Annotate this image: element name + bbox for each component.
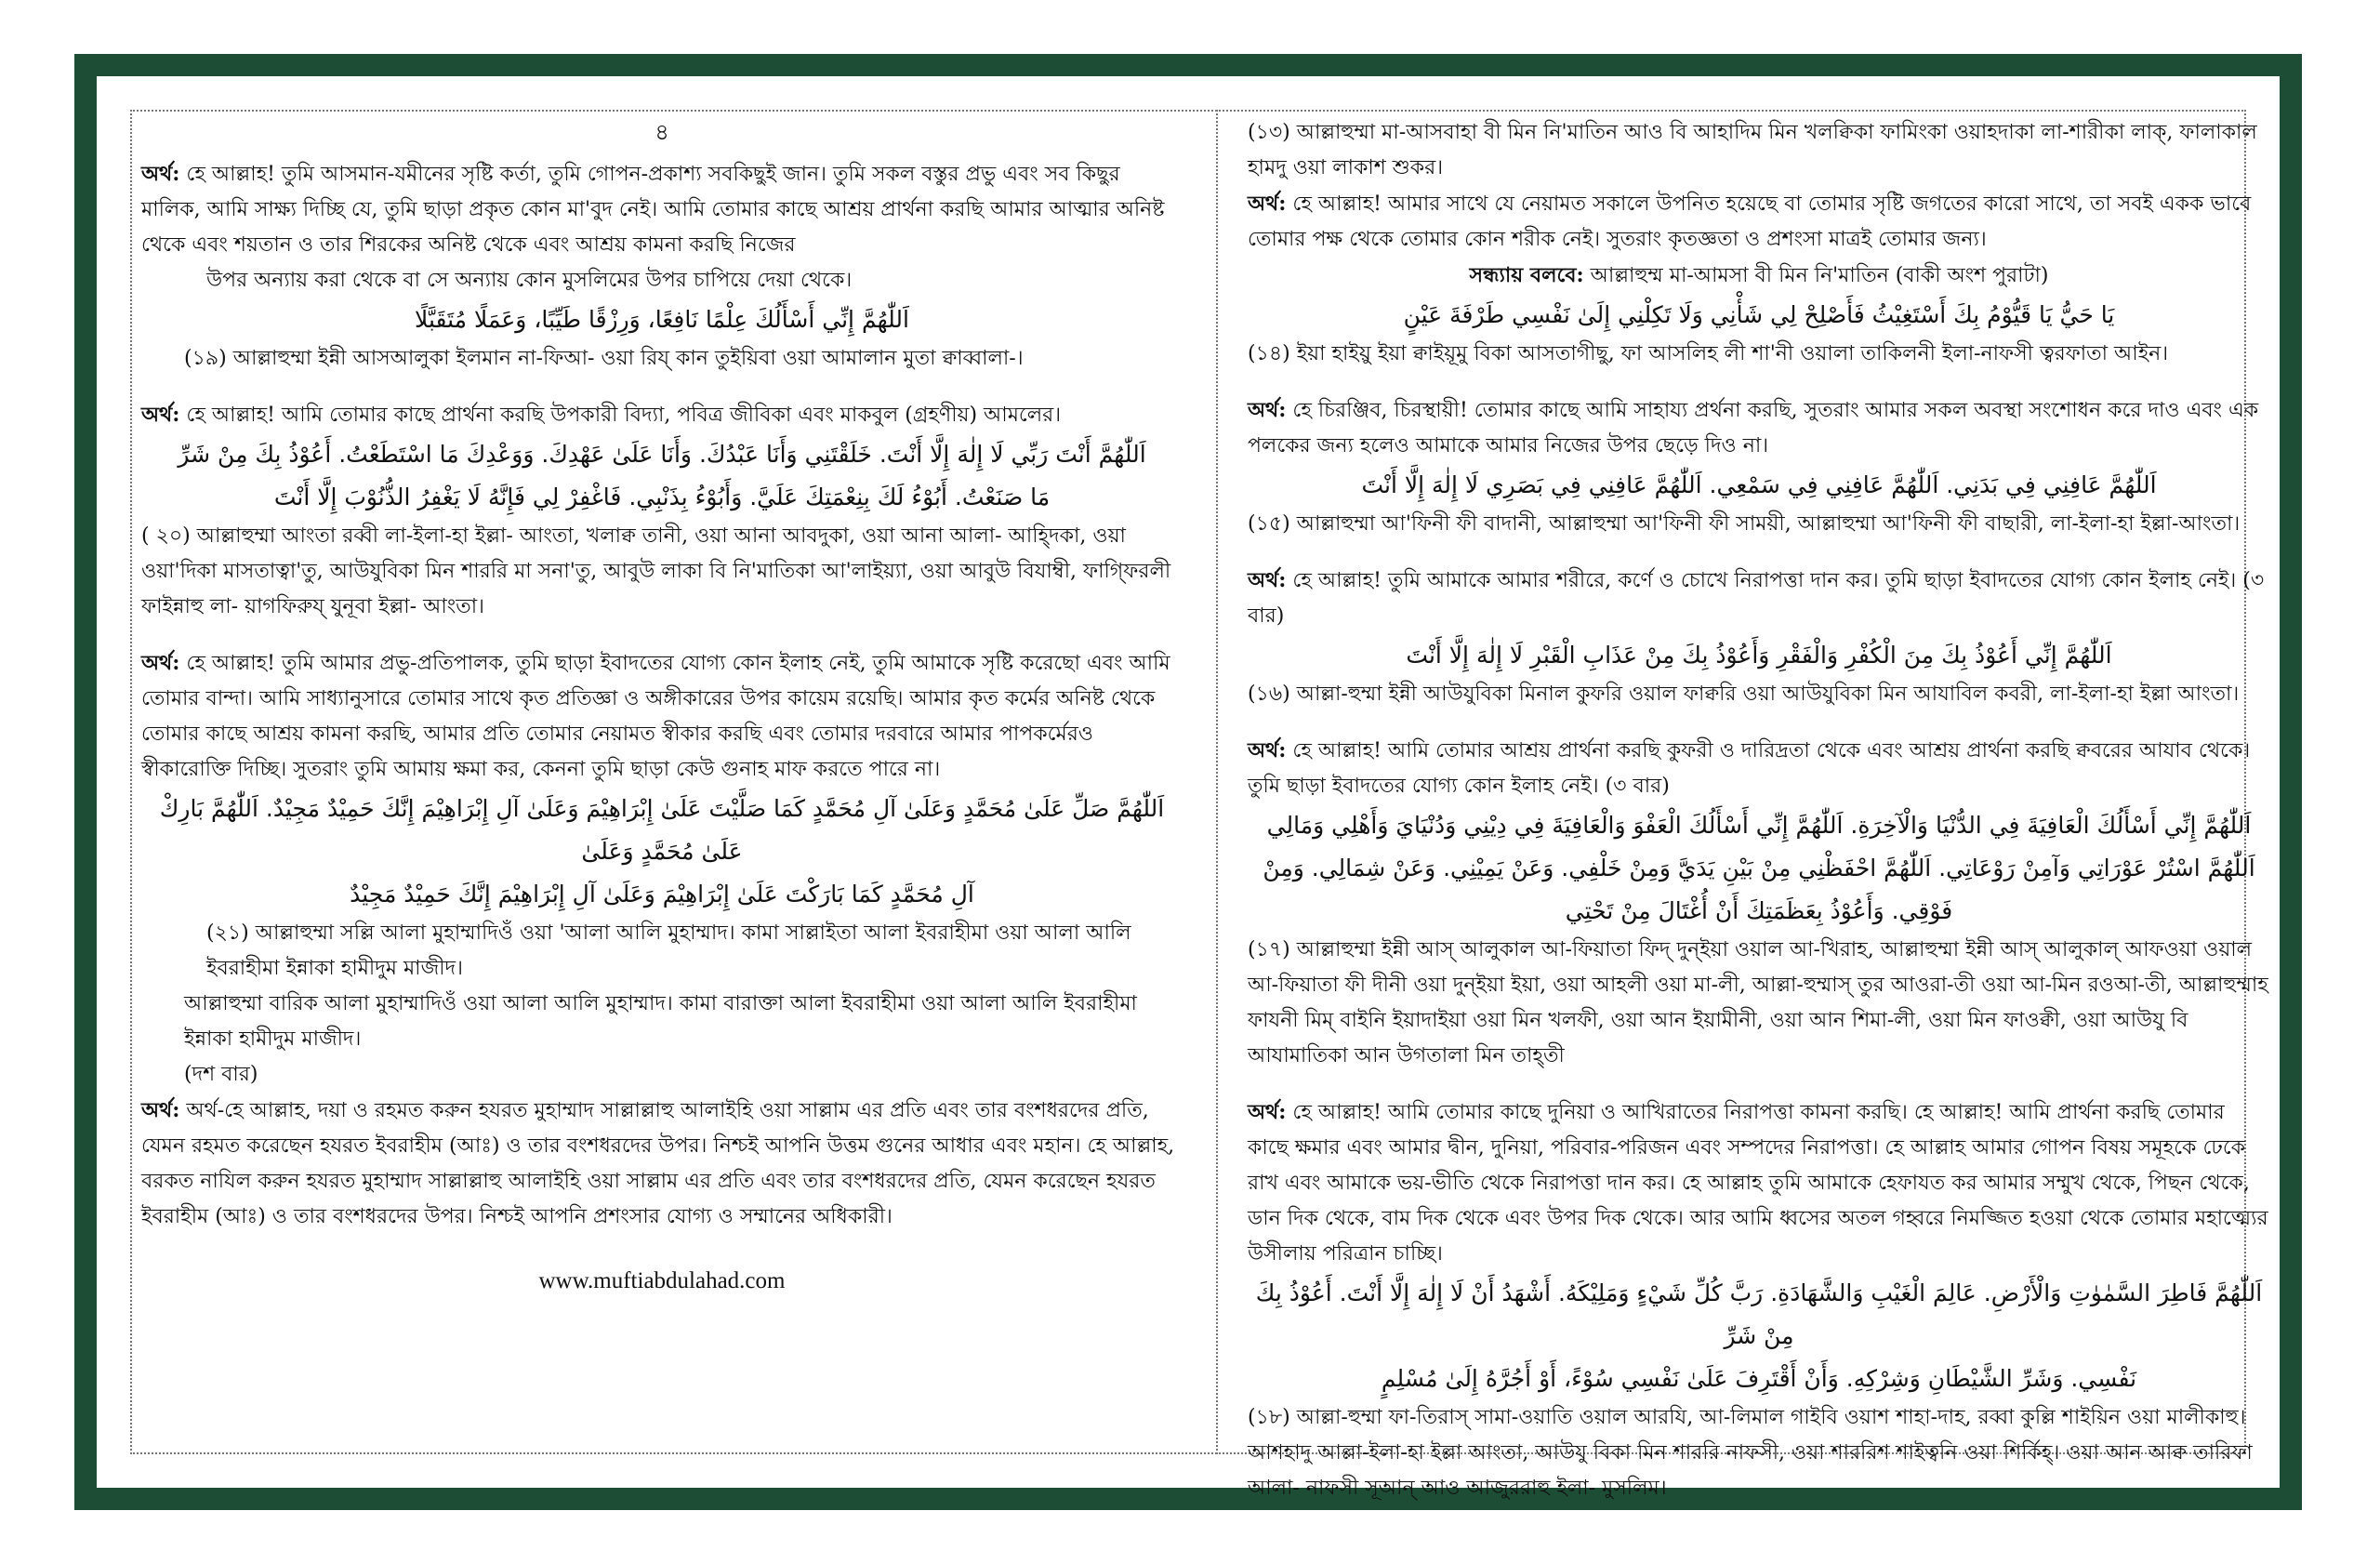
paragraph-text: হে আল্লাহ! আমার সাথে যে নেয়ামত সকালে উপনিত হয়েছে বা তোমার সৃষ্টি জগতের কারো সাথে, তা সবই একক ভাবে তোমার পক্ষ থেকে তোমার কোন শরীক নেই। সুতরাং কৃতজ্ঞতা ও প্রশংসা মাত্রই তোমার জন্য।	[1248, 192, 2252, 251]
arabic-dua: نَفْسِي. وَشَرِّ الشَّيْطَانِ وَشِرْكِهِ. وَأَنْ أَقْتَرِفَ عَلَىٰ نَفْسِي سُوْءً، أَوْ أَجُرَّهُ إِلَىٰ مُسْلِمٍ	[1381, 1365, 2137, 1392]
transliteration-paragraph: (দশ বার)	[184, 1063, 258, 1086]
transliteration-paragraph: (১৭) আল্লাহুম্মা ইন্নী আস্ আলুকাল আ-ফিয়াতা ফিদ্ দুন্ইয়া ওয়াল আ-খিরাহ, আল্লাহুম্মা ইন্নী আস্ আলুকাল্ আফওয়া ওয়াল আ-ফিয়াতা ফী দীনী ওয়া দুন্ইয়া ইয়া, ওয়া আহলী ওয়া মা-লী, আল্লা-হুম্মাস্ তুর আওরা-তী ওয়া আ-মিন রওআ-তী, আল্লাহুম্মাহ ফাযনী মিম্ বাইনি ইয়াদাইয়া ওয়া মিন খলফী, ওয়া আন ইয়ামীনী, ওয়া আন শিমা-লী, ওয়া মিন ফাওক্বী, ওয়া আউযু বি আযামাতিকা আন উগতালা মিন তাহ্তী	[1248, 938, 2268, 1067]
paragraph-text: হে আল্লাহ! তুমি আসমান-যমীনের সৃষ্টি কর্তা, তুমি গোপন-প্রকাশ্য সবকিছুই জান। তুমি সকল বস্তুর প্রভু এবং সব কিছুর মালিক, আমি সাক্ষ্য দিচ্ছি যে, তুমি ছাড়া প্রকৃত কোন মা'বুদ নেই। আমি তোমার কাছে আশ্রয় প্রার্থনা করছি আমার আত্মার অনিষ্ট থেকে এবং শয়তান ও তার শিরকের অনিষ্ট থেকে এবং আশ্রয় কামনা করছি নিজের	[141, 163, 1165, 257]
transliteration-paragraph: (১৬) আল্লা-হুম্মা ইন্নী আউযুবিকা মিনাল কুফরি ওয়াল ফাক্বরি ওয়া আউযুবিকা মিন আযাবিল কবরী, লা-ইলা-হা ইল্লা আংতা।	[1248, 683, 2240, 706]
paragraph-text: অর্থ-হে আল্লাহ, দয়া ও রহমত করুন হযরত মুহাম্মাদ সাল্লাল্লাহু আলাইহি ওয়া সাল্লাম এর প্রতি এবং তার বংশধরদের প্রতি, যেমন রহমত করেছেন হযরত ইবরাহীম (আঃ) ও তার বংশধরদের উপর। নিশ্চই আপনি উত্তম গুনের আধার এবং মহান। হে আল্লাহ, বরকত নাযিল করুন হযরত মুহাম্মাদ সাল্লাল্লাহু আলাইহি ওয়া সাল্লাম এর প্রতি এবং তার বংশধরদের প্রতি, যেমন করেছেন হযরত ইবরাহীম (আঃ) ও তার বংশধরদের উপর। নিশ্চই আপনি প্রশংসার যোগ্য ও সম্মানের অধিকারী।	[141, 1099, 1175, 1228]
spacer	[1248, 1074, 2270, 1094]
spacer	[1248, 542, 2270, 563]
website-link[interactable]: www.muftiabdulahad.com	[538, 1268, 786, 1293]
spacer	[1248, 712, 2270, 733]
meaning-label: অর্থ:	[1248, 398, 1287, 422]
paragraph-text: হে আল্লাহ! তুমি আমাকে আমার শরীরে, কর্ণে ও চোখে নিরাপত্তা দান কর। তুমি ছাড়া ইবাদতের যোগ্য কোন ইলাহ নেই। (৩ বার)	[1248, 569, 2265, 628]
meaning-paragraph	[1248, 186, 2270, 258]
paragraph-text: হে চিরঞ্জিব, চিরস্থায়ী! তোমার কাছে আমি সাহায্য প্রর্থনা করছি, সুতরাং আমার সকল অবস্থা সংশোধন করে দাও এবং এক পলকের জন্য হলেও আমাকে আমার নিজের উপর ছেড়ে দিও না।	[1248, 399, 2259, 457]
meaning-paragraph	[1248, 1094, 2270, 1272]
meaning-label: অর্থ:	[1248, 192, 1287, 216]
paragraph-text: আল্লাহুম্ম মা-আমসা বী মিন নি'মাতিন (বাকী অংশ পুরাটা)	[1583, 264, 2049, 287]
paragraph-text: হে আল্লাহ! আমি তোমার আশ্রয় প্রার্থনা করছি কুফরী ও দারিদ্রতা থেকে এবং আশ্রয় প্রার্থনা করছি ক্ববরের আযাব থেকে। তুমি ছাড়া ইবাদতের যোগ্য কোন ইলাহ নেই। (৩ বার)	[1248, 739, 2251, 798]
transliteration-paragraph: (১৪) ইয়া হাইয়ু ইয়া ক্বাইয়ূমু বিকা আসতাগীছু, ফা আসলিহ লী শা'নী ওয়ালা তাকিলনী ইলা-নাফসী ত্বরফাতা আইন।	[1248, 342, 2169, 365]
meaning-label: অর্থ:	[1248, 738, 1287, 762]
spacer	[1248, 372, 2270, 392]
paragraph-text: হে আল্লাহ! আমি তোমার কাছে প্রার্থনা করছি উপকারী বিদ্যা, পবিত্র জীবিকা এবং মাকবুল (গ্রহণীয়) আমলের।	[179, 404, 1062, 427]
transliteration-paragraph: (২১) আল্লাহুম্মা সল্লি আলা মুহাম্মাদিওঁ ওয়া 'আলা আলি মুহাম্মাদ। কামা সাল্লাইতা আলা ইবরাহীমা ওয়া আলা আলি ইবরাহীমা ইন্নাকা হামীদুম মাজীদ।	[206, 921, 1131, 980]
meaning-label: অর্থ:	[141, 403, 180, 427]
meaning-label: অর্থ:	[1248, 1100, 1287, 1124]
meaning-paragraph	[141, 156, 1183, 263]
transliteration-paragraph: (১৫) আল্লাহুম্মা আ'ফিনী ফী বাদানী, আল্লাহুম্মা আ'ফিনী ফী সাময়ী, আল্লাহুম্মা আ'ফিনী ফী বাছারী, লা-ইলা-হা ইল্লা-আংতা।	[1248, 512, 2241, 536]
arabic-dua: اَللّٰهُمَّ اسْتُرْ عَوْرَاتِي وَآمِنْ رَوْعَاتِي. اَللّٰهُمَّ احْفَظْنِي مِنْ بَيْنِ يَدَيَّ وَمِنْ خَلْفِي. وَعَنْ يَمِيْنِي. وَعَنْ شِمَالِي. وَمِنْ فَوْقِي. وَأَعُوْذُ بِعَظَمَتِكَ أَنْ أُغْتَالَ مِنْ تَحْتِي	[1263, 855, 2255, 924]
spacer	[141, 377, 1183, 397]
arabic-dua: اَللّٰهُمَّ فَاطِرَ السَّمٰوٰتِ وَالْأَرْضِ. عَالِمَ الْغَيْبِ وَالشَّهَادَةِ. رَبَّ كُلِّ شَيْءٍ وَمَلِيْكَهُ. أَشْهَدُ أَنْ لَا إِلٰهَ إِلَّا أَنْتَ. أَعُوْذُ بِكَ مِنْ شَرِّ	[1255, 1279, 2263, 1349]
right-content	[1248, 115, 2270, 1506]
arabic-dua: اَللّٰهُمَّ أَنْتَ رَبِّي لَا إِلٰهَ إِلَّا أَنْتَ. خَلَقْتَنِي وَأَنَا عَبْدُكَ. وَأَنَا عَلَىٰ عَهْدِكَ. وَوَعْدِكَ مَا اسْتَطَعْتُ. أَعُوْذُ بِكَ مِنْ شَرِّ	[178, 441, 1146, 468]
meaning-paragraph	[141, 397, 1183, 433]
meaning-label: অর্থ:	[141, 651, 180, 675]
left-column	[141, 115, 1183, 1482]
left-content	[141, 156, 1183, 1235]
spacer	[141, 625, 1183, 645]
paragraph-text: হে আল্লাহ! তুমি আমার প্রভু-প্রতিপালক, তুমি ছাড়া ইবাদতের যোগ্য কোন ইলাহ নেই, তুমি আমাকে সৃষ্টি করেছো এবং আমি তোমার বান্দা। আমি সাধ্যানুসারে তোমার সাথে কৃত প্রতিজ্ঞা ও অঙ্গীকারের উপর কায়েম রয়েছি। আমার কৃত কর্মের অনিষ্ট থেকে তোমার কাছে আশ্রয় কামনা করছি, আমার প্রতি তোমার নেয়ামত স্বীকার করছি এবং তোমার দরবারে আমার পাপকর্মেরও স্বীকারোক্তি দিচ্ছি। সুতরাং তুমি আমায় ক্ষমা কর, কেননা তুমি ছাড়া কেউ গুনাহ মাফ করতে পারে না।	[141, 652, 1170, 781]
meaning-paragraph	[141, 645, 1183, 788]
arabic-dua: اَللّٰهُمَّ إِنِّي أَسْأَلُكَ الْعَافِيَةَ فِي الدُّنْيَا وَالْآخِرَةِ. اَللّٰهُمَّ إِنِّي أَسْأَلُكَ الْعَفْوَ وَالْعَافِيَةَ فِي دِيْنِي وَدُنْيَايَ وَأَهْلِي وَمَالِي	[1266, 812, 2252, 839]
page-frame	[74, 54, 2302, 1510]
meaning-paragraph	[1248, 563, 2270, 634]
arabic-dua: آلِ مُحَمَّدٍ كَمَا بَارَكْتَ عَلَىٰ إِبْرَاهِيْمَ وَعَلَىٰ آلِ إِبْرَاهِيْمَ إِنَّكَ حَمِيْدٌ مَجِيْدٌ	[350, 881, 974, 908]
evening-label: সন্ধ্যায় বলবে:	[1469, 263, 1584, 287]
transliteration-paragraph: ( ২০) আল্লাহুম্মা আংতা রব্বী লা-ইলা-হা ইল্লা- আংতা, খলাক্ব তানী, ওয়া আনা আবদুকা, ওয়া আনা আলা- আহ্দিকা, ওয়া ওয়া'দিকা মাসতাত্বা'তু, আউযুবিকা মিন শাররি মা সনা'তু, আবুউ লাকা বি নি'মাতিকা আ'লাইয়্যা, ওয়া আবুউ বিযাম্বী, ফাগ্ফিরলী ফাইন্নাহু লা- য়াগফিরুয্ যুনূবা ইল্লা- আংতা।	[141, 524, 1171, 618]
transliteration-paragraph: আল্লাহুম্মা বারিক আলা মুহাম্মাদিওঁ ওয়া আলা আলি মুহাম্মাদ। কামা বারাক্তা আলা ইবরাহীমা ওয়া আলা আলি ইবরাহীমা ইন্নাকা হামীদুম মাজীদ।	[184, 992, 1137, 1051]
page-number: ৪	[654, 119, 669, 145]
meaning-label: অর্থ:	[141, 162, 180, 186]
transliteration-paragraph: (১৯) আল্লাহুম্মা ইন্নী আসআলুকা ইলমান না-ফিআ- ওয়া রিয্ কান তুইয়িবা ওয়া আমালান মুতা ক্বাব্বালা-।	[184, 347, 1024, 370]
arabic-dua: اَللّٰهُمَّ إِنِّي أَسْأَلُكَ عِلْمًا نَافِعًا، وَرِزْقًا طَيِّبًا، وَعَمَلًا مُتَقَبَّلًا	[415, 306, 909, 333]
transliteration-paragraph: (১৮) আল্লা-হুম্মা ফা-তিরাস্ সামা-ওয়াতি ওয়াল আরযি, আ-লিমাল গাইবি ওয়াশ শাহা-দাহ, রব্বা কুল্লি শাইয়িন ওয়া মালীকাহু। আশহাদু আল্লা-ইলা-হা ইল্লা আংতা, আউযু বিকা মিন শাররি নাফসী, ওয়া শাররিশ শাইত্বনি ওয়া শির্কিহ্। ওয়া আন আক্ব তারিফা আলা- নাফসী সূআন্ আও আজুররাহু ইলা- মুসলিম।	[1248, 1406, 2253, 1500]
transliteration-paragraph: উপর অন্যায় করা থেকে বা সে অন্যায় কোন মুসলিমের উপর চাপিয়ে দেয়া থেকে।	[206, 269, 853, 292]
transliteration-paragraph: (১৩) আল্লাহুম্মা মা-আসবাহা বী মিন নি'মাতিন আও বি আহাদিম মিন খলক্বিকা ফামিংকা ওয়াহদাকা লা-শারীকা লাক্, ফালাকাল হামদু ওয়া লাকাশ শুকর।	[1248, 121, 2257, 179]
evening-note	[1248, 258, 2270, 294]
right-column	[1248, 115, 2270, 1500]
meaning-label: অর্থ:	[1248, 568, 1287, 592]
paragraph-text: হে আল্লাহ! আমি তোমার কাছে দুনিয়া ও আখিরাতের নিরাপত্তা কামনা করছি। হে আল্লাহ! আমি প্রার্থনা করছি তোমার কাছে ক্ষমার এবং আমার দ্বীন, দুনিয়া, পরিবার-পরিজন এবং সম্পদের নিরাপত্তা। হে আল্লাহ আমার গোপন বিষয় সমূহকে ঢেকে রাখ এবং আমাকে ভয়-ভীতি থেকে নিরাপত্তা দান কর। হে আল্লাহ তুমি আমাকে হেফাযত কর আমার সম্মুখ থেকে, পিছন থেকে, ডান দিক থেকে, বাম দিক থেকে এবং উপর দিক থেকে। আর আমি ধ্বসের অতল গহ্বরে নিমজ্জিত হওয়া থেকে তোমার মহাত্ম্যের উসীলায় পরিত্রান চাচ্ছি।	[1248, 1101, 2268, 1266]
meaning-paragraph	[1248, 392, 2270, 464]
column-divider	[1216, 110, 1218, 1454]
arabic-dua: اَللّٰهُمَّ إِنِّي أَعُوْذُ بِكَ مِنَ الْكُفْرِ وَالْفَقْرِ وَأَعُوْذُ بِكَ مِنْ عَذَابِ الْقَبْرِ لَا إِلٰهَ إِلَّا أَنْتَ	[1406, 642, 2112, 669]
meaning-paragraph	[1248, 733, 2270, 804]
meaning-paragraph	[141, 1093, 1183, 1235]
arabic-dua: اَللّٰهُمَّ عَافِنِي فِي بَدَنِي. اَللّٰهُمَّ عَافِنِي فِي سَمْعِي. اَللّٰهُمَّ عَافِنِي فِي بَصَرِي لَا إِلٰهَ إِلَّا أَنْتَ	[1361, 471, 2157, 498]
arabic-dua: مَا صَنَعْتُ. أَبُوْءُ لَكَ بِنِعْمَتِكَ عَلَيَّ. وَأَبُوْءُ بِذَنْبِي. فَاغْفِرْ لِي فَإِنَّهُ لَا يَغْفِرُ الذُّنُوْبَ إِلَّا أَنْتَ	[273, 484, 1051, 510]
arabic-dua: اَللّٰهُمَّ صَلِّ عَلَىٰ مُحَمَّدٍ وَعَلَىٰ آلِ مُحَمَّدٍ كَمَا صَلَّيْتَ عَلَىٰ إِبْرَاهِيْمَ وَعَلَىٰ آلِ إِبْرَاهِيْمَ إِنَّكَ حَمِيْدٌ مَجِيْدٌ. اَللّٰهُمَّ بَارِكْ عَلَىٰ مُحَمَّدٍ وَعَلَىٰ	[159, 795, 1165, 865]
arabic-dua: يَا حَيُّ يَا قَيُّوْمُ بِكَ أَسْتَغِيْثُ فَأَصْلِحْ لِي شَأْنِي وَلَا تَكِلْنِي إِلَىٰ نَفْسِي طَرْفَةَ عَيْنٍ	[1403, 301, 2115, 328]
meaning-label: অর্থ:	[141, 1098, 180, 1122]
